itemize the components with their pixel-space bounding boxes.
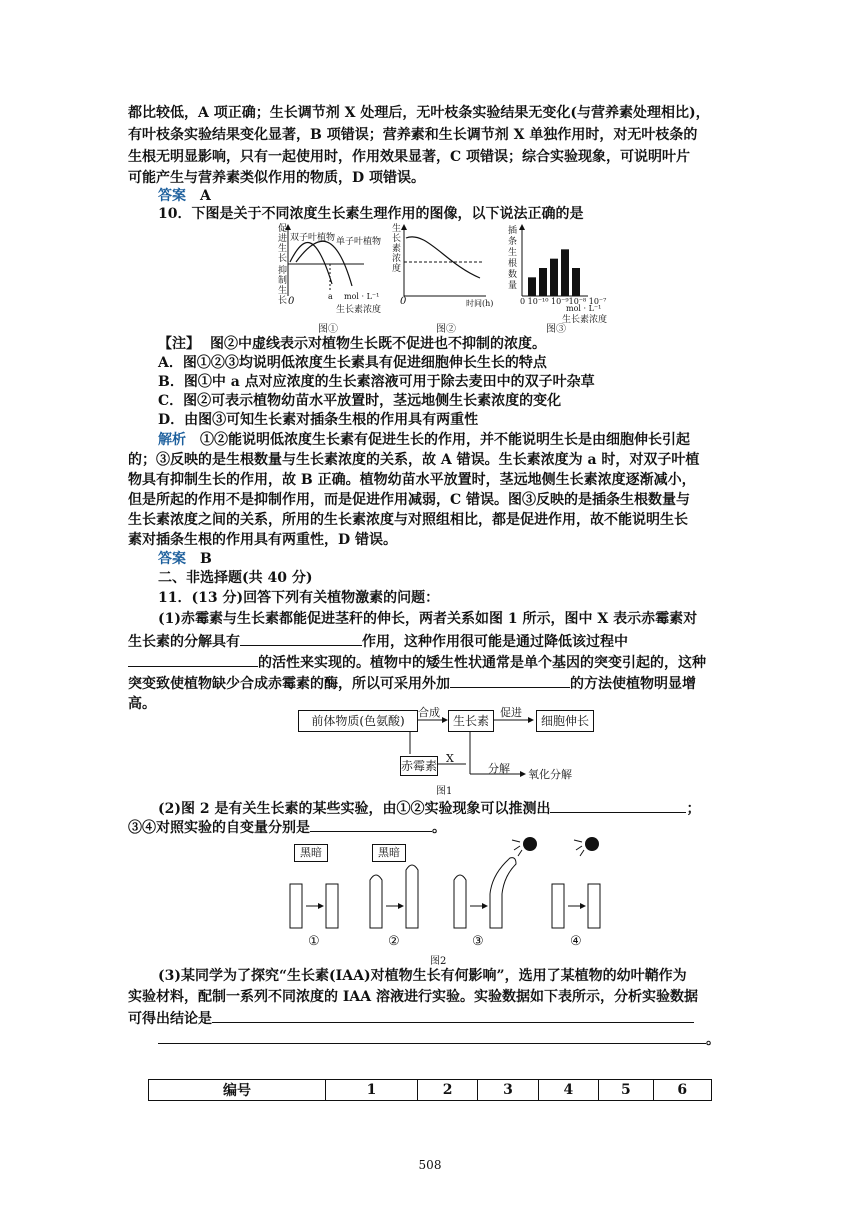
- text-line: 可能产生与营养素类似作用的物质，D 项错误。: [128, 170, 426, 186]
- explanation-line: 素对插条生根的作用具有两重性，D 错误。: [128, 532, 398, 548]
- answer-blank[interactable]: [158, 1029, 706, 1044]
- q11-part1: (1)赤霉素与生长素都能促进茎秆的伸长，两者关系如图 1 所示，图中 X 表示赤霉素对: [158, 611, 698, 627]
- table-row: [149, 1080, 712, 1101]
- graph1-series-dicot: 双子叶植物: [290, 233, 336, 243]
- option-d: D．由图③可知生长素对插条生根的作用具有两重性: [158, 412, 479, 428]
- answer-value: B: [200, 551, 212, 567]
- q11-text: (2)图 2 是有关生长素的某些实验，由①②实验现象可以推测出: [158, 801, 551, 817]
- graph1-unit: mol · L⁻¹: [344, 292, 380, 301]
- q11-text: 。: [432, 820, 446, 836]
- q11-text: 的活性来实现的。植物中的矮生性状通常是单个基因的突变引起的，这种: [258, 655, 706, 671]
- synthesis-label: 合成: [418, 706, 440, 719]
- graph3-bar: [561, 249, 569, 296]
- graph3-unit: mol · L⁻¹: [566, 304, 602, 313]
- q11-part2: [158, 798, 700, 819]
- note: [158, 334, 546, 354]
- explanation-line: 的；③反映的是生根数量与生长素浓度的关系，故 A 错误。生长素浓度为 a 时，对双子叶植: [128, 452, 700, 468]
- q11-part1: [128, 673, 696, 694]
- decomposition-label: 分解: [488, 762, 510, 775]
- figure-1: [296, 702, 596, 797]
- figure-q10: [276, 224, 616, 335]
- text-line: 都比较低，A 项正确；生长调节剂 X 处理后，无叶枝条实验结果无变化(与营养素处理相比)，: [128, 105, 710, 121]
- table-cell: 6: [653, 1080, 711, 1101]
- graph3-bar: [550, 259, 558, 296]
- q11-text: ；: [686, 801, 701, 817]
- graph1-ylabel-inhibit: 抑制生长: [278, 266, 288, 306]
- text-line: 有叶枝条实验结果变化显著，B 项错误；营养素和生长调节剂 X 单独作用时，对无叶枝条的: [128, 127, 698, 143]
- graph3-ylabel: 插条生根数量: [508, 226, 518, 291]
- dark-box: 黑暗: [294, 844, 328, 862]
- q11-part3: (3)某同学为了探究“生长素(IAA)对植物生长有何影响”，选用了某植物的幼叶鞘作为: [158, 968, 687, 984]
- answer-label: 答案: [158, 551, 186, 567]
- q11-part3: [128, 1008, 694, 1029]
- graph3-bar: [572, 268, 580, 296]
- graph3-bar: [528, 277, 536, 296]
- q11-part1: [128, 631, 628, 652]
- answer-label: 答案: [158, 188, 186, 204]
- answer-value: A: [200, 188, 211, 204]
- note-label: 【注】: [158, 336, 200, 352]
- q11-text: 生长素的分解具有: [128, 634, 240, 650]
- page-number: 508: [418, 1158, 442, 1172]
- answer-blank[interactable]: [550, 798, 686, 813]
- answer-10: [158, 549, 212, 569]
- graph1-ylabel-promote: 促进生长: [278, 224, 288, 264]
- precursor-box: 前体物质(色氨酸): [298, 710, 418, 732]
- figure-1-caption: 图1: [436, 786, 453, 797]
- graph2-origin: 0: [400, 296, 407, 307]
- graph2-xlabel: 时间(h): [466, 299, 494, 308]
- gibberellin-box: 赤霉素: [400, 756, 438, 776]
- graph1-caption: 图①: [318, 324, 338, 335]
- figure-2-drawings: [284, 834, 614, 966]
- experiment-number: ③: [472, 934, 484, 949]
- figure-2: [284, 834, 614, 966]
- option-b: B．图①中 a 点对应浓度的生长素溶液可用于除去麦田中的双子叶杂草: [158, 374, 595, 390]
- text-line: 生根无明显影响，只有一起使用时，作用效果显著，C 项错误；综合实验现象，可说明叶片: [128, 149, 691, 165]
- table-cell: 3: [478, 1080, 538, 1101]
- dark-box: 黑暗: [372, 844, 406, 862]
- q11-part3: [158, 1029, 720, 1050]
- graph3-ticks: 0 10⁻¹⁰ 10⁻⁹10⁻⁸ 10⁻⁷: [520, 297, 607, 306]
- data-table: [148, 1079, 712, 1101]
- graph1-a-label: a: [328, 292, 333, 301]
- answer-blank[interactable]: [212, 1008, 694, 1023]
- promote-label: 促进: [500, 706, 522, 719]
- note-text: 图②中虚线表示对植物生长既不促进也不抑制的浓度。: [210, 336, 546, 352]
- answer-9: [158, 186, 211, 206]
- explanation-label: 解析: [158, 432, 186, 448]
- explanation-line: [158, 430, 690, 450]
- table-cell: 1: [325, 1080, 417, 1101]
- graph1-origin: 0: [288, 296, 295, 307]
- oxidation-label: 氧化分解: [528, 768, 572, 781]
- graph3-caption: 图③: [546, 324, 566, 335]
- graph1-series-monocot: 单子叶植物: [336, 237, 382, 247]
- table-cell: 5: [599, 1080, 653, 1101]
- graph1-xlabel: 生长素浓度: [336, 305, 382, 315]
- figure-2-caption: 图2: [430, 956, 447, 967]
- table-cell: 4: [538, 1080, 598, 1101]
- cell-elongation-box: 细胞伸长: [536, 710, 594, 732]
- explanation-text: ①②能说明低浓度生长素有促进生长的作用，并不能说明生长是由细胞伸长引起: [200, 432, 690, 448]
- explanation-line: 生长素浓度之间的关系，所用的生长素浓度与对照组相比，都是促进作用，故不能说明生长: [128, 512, 688, 528]
- q11-part1: [128, 652, 706, 673]
- question-10: 10．下图是关于不同浓度生长素生理作用的图像，以下说法正确的是: [158, 206, 584, 222]
- answer-blank[interactable]: [450, 673, 570, 688]
- option-a: A．图①②③均说明低浓度生长素具有促进细胞伸长生长的特点: [158, 355, 547, 371]
- q11-text: 。: [706, 1032, 720, 1048]
- graph3-bar: [539, 268, 547, 296]
- answer-blank[interactable]: [310, 817, 432, 832]
- answer-blank[interactable]: [240, 631, 362, 646]
- table-cell: 2: [417, 1080, 477, 1101]
- experiment-number: ①: [308, 934, 320, 949]
- experiment-number: ②: [388, 934, 400, 949]
- table-header-cell: 编号: [149, 1080, 326, 1101]
- q11-text: 突变致使植物缺少合成赤霉素的酶，所以可采用外加: [128, 676, 450, 692]
- q11-text: 作用，这种作用很可能是通过降低该过程中: [362, 634, 628, 650]
- auxin-box: 生长素: [448, 710, 494, 732]
- explanation-line: 物具有抑制生长的作用，故 B 正确。植物幼苗水平放置时，茎远地侧生长素浓度逐渐减小，: [128, 472, 696, 488]
- x-label: X: [446, 752, 454, 765]
- answer-blank[interactable]: [128, 652, 258, 667]
- option-c: C．图②可表示植物幼苗水平放置时，茎远地侧生长素浓度的变化: [158, 393, 562, 409]
- graph3-bars: [528, 249, 580, 296]
- experiment-number: ④: [570, 934, 582, 949]
- graph2-caption: 图②: [436, 324, 456, 335]
- graph2-ylabel: 生长素浓度: [392, 224, 402, 274]
- question-11: 11．(13 分)回答下列有关植物激素的问题：: [158, 590, 440, 606]
- section-heading: 二、非选择题(共 40 分): [158, 570, 313, 586]
- q11-part1: 高。: [128, 696, 156, 712]
- q11-text: 可得出结论是: [128, 1011, 212, 1027]
- q11-text: ③④对照实验的自变量分别是: [128, 820, 310, 836]
- explanation-line: 但是所起的作用不是抑制作用，而是促进作用减弱，C 错误。图③反映的是插条生根数量与: [128, 492, 691, 508]
- q11-part3: 实验材料，配制一系列不同浓度的 IAA 溶液进行实验。实验数据如下表所示，分析实验数据: [128, 989, 699, 1005]
- q11-text: 的方法使植物明显增: [570, 676, 696, 692]
- graph3-xlabel: 生长素浓度: [562, 315, 608, 325]
